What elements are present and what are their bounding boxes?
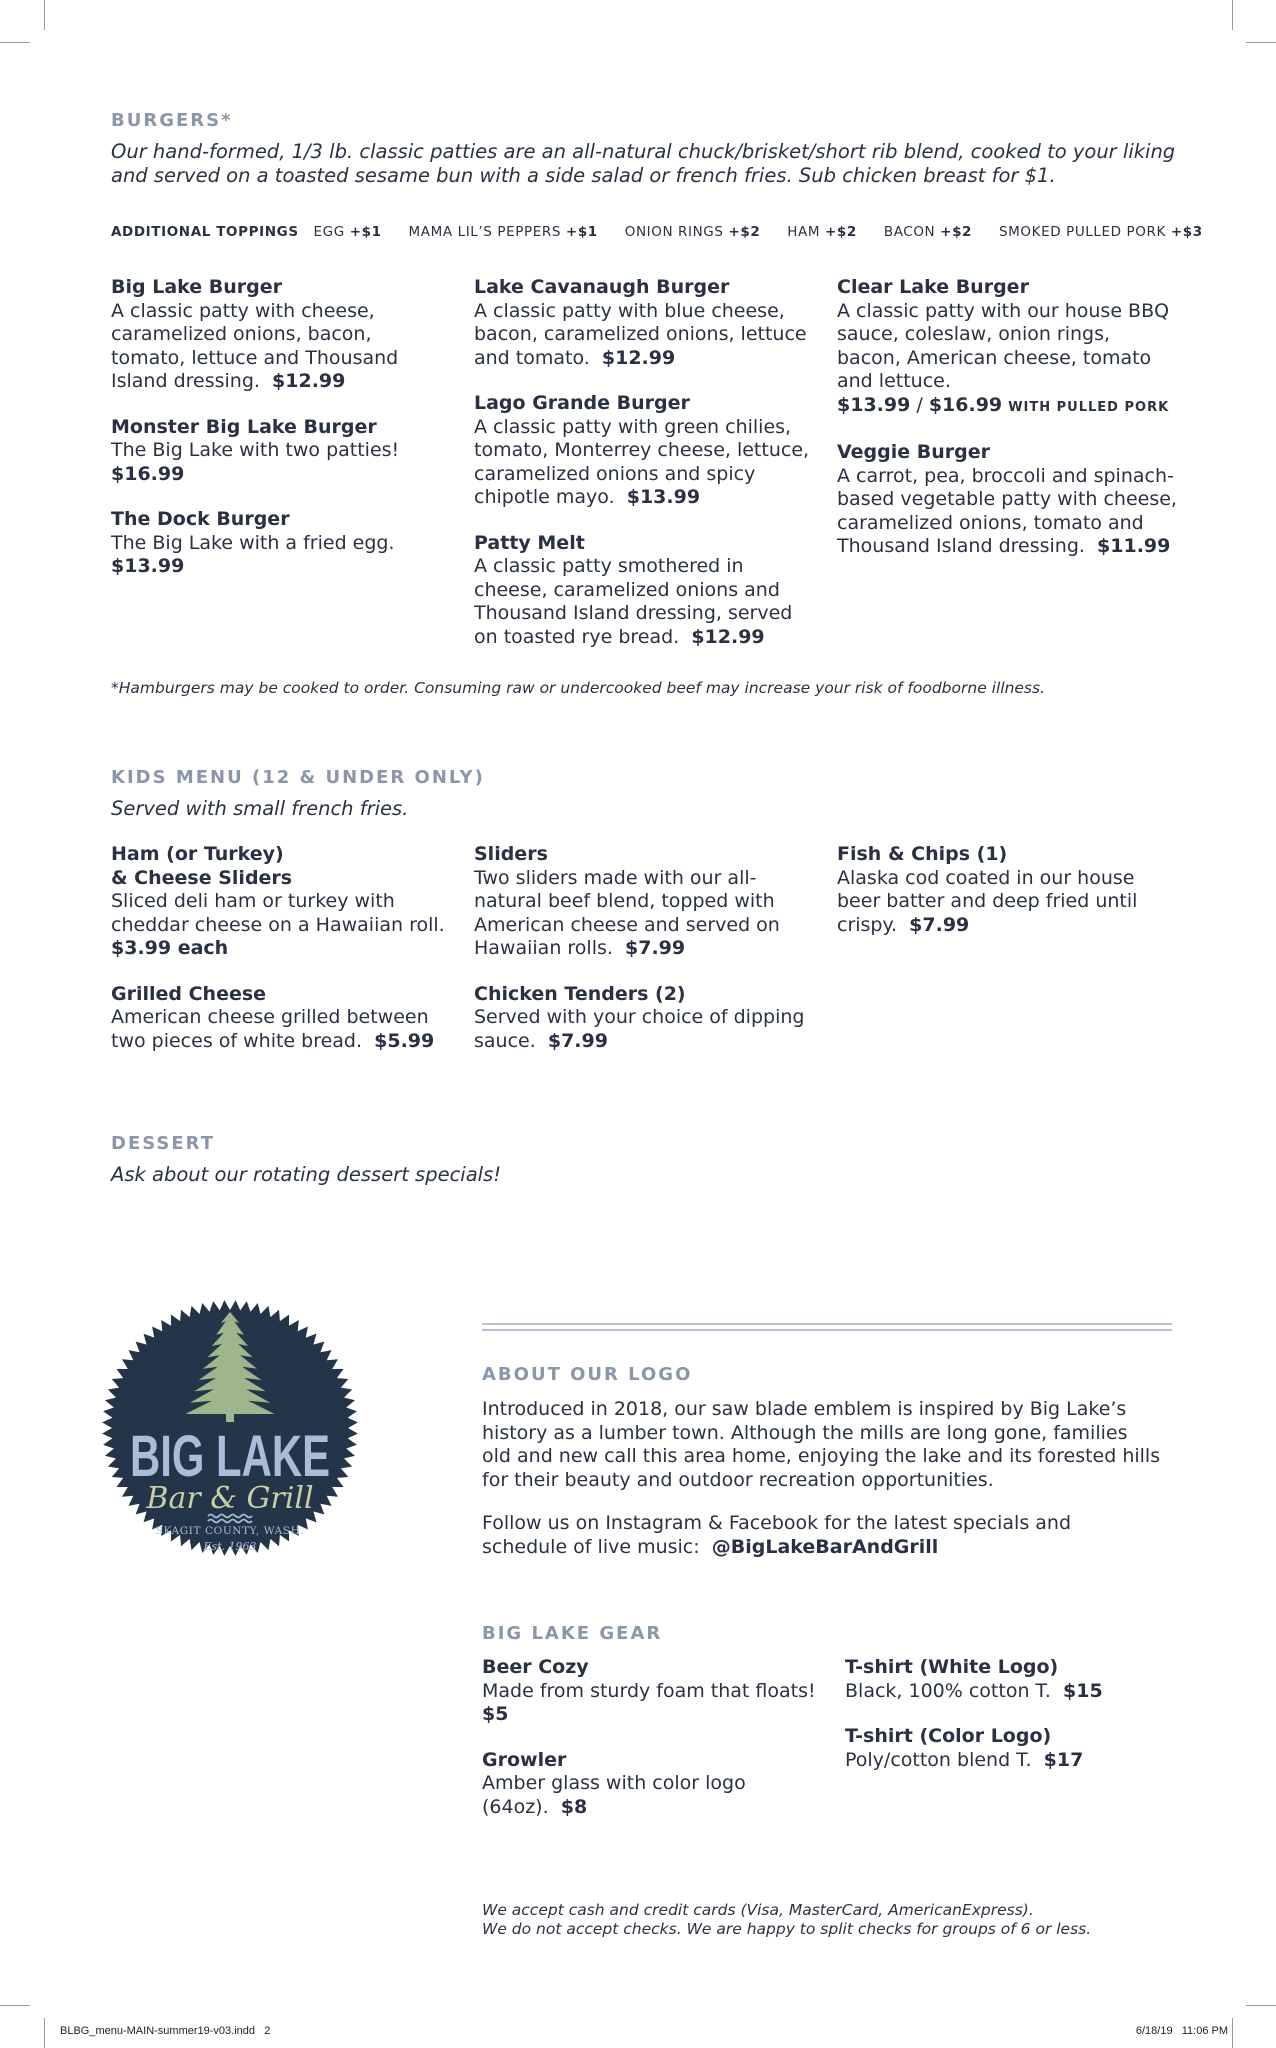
gear-item: T-shirt (Color Logo) Poly/cotton blend T. $17 xyxy=(845,1725,1084,1771)
menu-item: Grilled Cheese American cheese grilled between two pieces of white bread. $5.99 xyxy=(111,982,435,1052)
menu-item: Patty Melt A classic patty smothered in cheese, caramelized onions and Thousand Island dressing, served on toasted rye bread. $12.99 xyxy=(474,531,793,648)
topping: BACON +$2 xyxy=(883,224,973,240)
crop-mark xyxy=(1232,0,1233,30)
logo-bar-grill: Bar & Grill xyxy=(146,1481,314,1516)
big-lake-logo xyxy=(100,1298,360,1558)
menu-item: Clear Lake Burger A classic patty with our house BBQ sauce, coleslaw, onion rings, bacon, American cheese, tomato and lettuce. $13.99 / $16.99 WITH PULLED PORK xyxy=(837,276,1170,416)
crop-mark xyxy=(44,0,45,30)
toppings-label: ADDITIONAL TOPPINGS xyxy=(111,224,299,240)
gear-column-2 xyxy=(845,1656,1185,1794)
payment-line-2: We do not accept checks. We are happy to split checks for groups of 6 or less. xyxy=(482,1920,1092,1938)
gear-column-1 xyxy=(482,1656,822,1841)
print-date: 6/18/19 11:06 PM xyxy=(1135,2025,1228,2037)
topping: SMOKED PULLED PORK +$3 xyxy=(998,224,1203,240)
crop-mark xyxy=(0,2005,30,2006)
menu-item: Sliders Two sliders made with our all-natural beef blend, topped with American cheese and served on Hawaiian rolls. $7.99 xyxy=(474,843,780,959)
burgers-footnote: *Hamburgers may be cooked to order. Consuming raw or undercooked beef may increase your risk of foodborne illness. xyxy=(111,679,1046,697)
logo-big-lake: BIG LAKE xyxy=(130,1424,330,1489)
gear-item: Growler Amber glass with color logo (64oz). $8 xyxy=(482,1748,746,1818)
toppings-row xyxy=(111,224,1203,240)
about-paragraph: Introduced in 2018, our saw blade emblem is inspired by Big Lake’s history as a lumber town. Although the mills are long gone, families old and new call this area home, enjoying the lake and its forested hills for their beauty and outdoor recreation opportunities. xyxy=(482,1398,1161,1491)
menu-item: Ham (or Turkey) & Cheese Sliders Sliced deli ham or turkey with cheddar cheese on a Hawaiian roll. $3.99 each xyxy=(111,843,445,959)
crop-mark xyxy=(1246,2005,1276,2006)
file-name: BLBG_menu-MAIN-summer19-v03.indd 2 xyxy=(60,2025,271,2037)
gear-item: Beer Cozy Made from sturdy foam that floats! $5 xyxy=(482,1656,816,1725)
menu-item: Lago Grande Burger A classic patty with green chilies, tomato, Monterrey cheese, lettuce, caramelized onions and spicy chipotle mayo. $13.99 xyxy=(474,392,810,508)
dessert-text: Ask about our rotating dessert specials! xyxy=(111,1163,502,1186)
logo-established: Est. 1963 xyxy=(203,1540,257,1553)
kids-heading: KIDS MENU (12 & UNDER ONLY) xyxy=(111,767,485,788)
kids-column-2 xyxy=(474,843,814,1075)
kids-intro: Served with small french fries. xyxy=(111,797,409,820)
dessert-heading: DESSERT xyxy=(111,1133,215,1154)
topping: EGG +$1 xyxy=(313,224,382,240)
burgers-column-1 xyxy=(111,276,451,601)
topping: HAM +$2 xyxy=(787,224,857,240)
menu-item: Big Lake Burger A classic patty with cheese, caramelized onions, bacon, tomato, lettuce and Thousand Island dressing. $12.99 xyxy=(111,276,399,392)
payment-line-1: We accept cash and credit cards (Visa, MasterCard, AmericanExpress). xyxy=(482,1901,1034,1919)
gear-item: T-shirt (White Logo) Black, 100% cotton T. $15 xyxy=(845,1656,1103,1702)
burgers-heading: BURGERS* xyxy=(111,110,233,131)
kids-column-1 xyxy=(111,843,451,1075)
divider xyxy=(482,1323,1172,1325)
crop-mark xyxy=(1246,42,1276,43)
kids-column-3 xyxy=(837,843,1177,959)
menu-item: Chicken Tenders (2) Served with your choice of dipping sauce. $7.99 xyxy=(474,982,805,1052)
topping: ONION RINGS +$2 xyxy=(624,224,761,240)
crop-mark xyxy=(0,42,30,43)
menu-item: Monster Big Lake Burger The Big Lake with two patties! $16.99 xyxy=(111,415,400,485)
menu-item: Lake Cavanaugh Burger A classic patty with blue cheese, bacon, caramelized onions, lettuce and tomato. $12.99 xyxy=(474,276,807,369)
burgers-intro: Our hand-formed, 1/3 lb. classic patties are an all-natural chuck/brisket/short rib blend, cooked to your liking and served on a toasted sesame bun with a side salad or french fries. Sub chicken breast for $1. xyxy=(111,140,1176,187)
burgers-column-2 xyxy=(474,276,814,671)
divider xyxy=(482,1329,1172,1331)
crop-mark xyxy=(1232,2018,1233,2048)
gear-heading: BIG LAKE GEAR xyxy=(482,1623,663,1644)
topping: MAMA LIL’S PEPPERS +$1 xyxy=(408,224,598,240)
logo-location: SKAGIT COUNTY, WASH. xyxy=(155,1525,305,1537)
menu-item: The Dock Burger The Big Lake with a fried egg. $13.99 xyxy=(111,508,395,577)
about-heading: ABOUT OUR LOGO xyxy=(482,1364,693,1385)
burgers-column-3 xyxy=(837,276,1177,581)
about-follow: Follow us on Instagram & Facebook for the latest specials and schedule of live music: @BigLakeBarAndGrill xyxy=(482,1512,1072,1558)
menu-item: Veggie Burger A carrot, pea, broccoli and spinach-based vegetable patty with cheese, caramelized onions, tomato and Thousand Island dressing. $11.99 xyxy=(837,441,1177,557)
menu-item: Fish & Chips (1) Alaska cod coated in our house beer batter and deep fried until crispy. $7.99 xyxy=(837,843,1138,936)
crop-mark xyxy=(44,2018,45,2048)
social-handle: @BigLakeBarAndGrill xyxy=(711,1535,939,1558)
